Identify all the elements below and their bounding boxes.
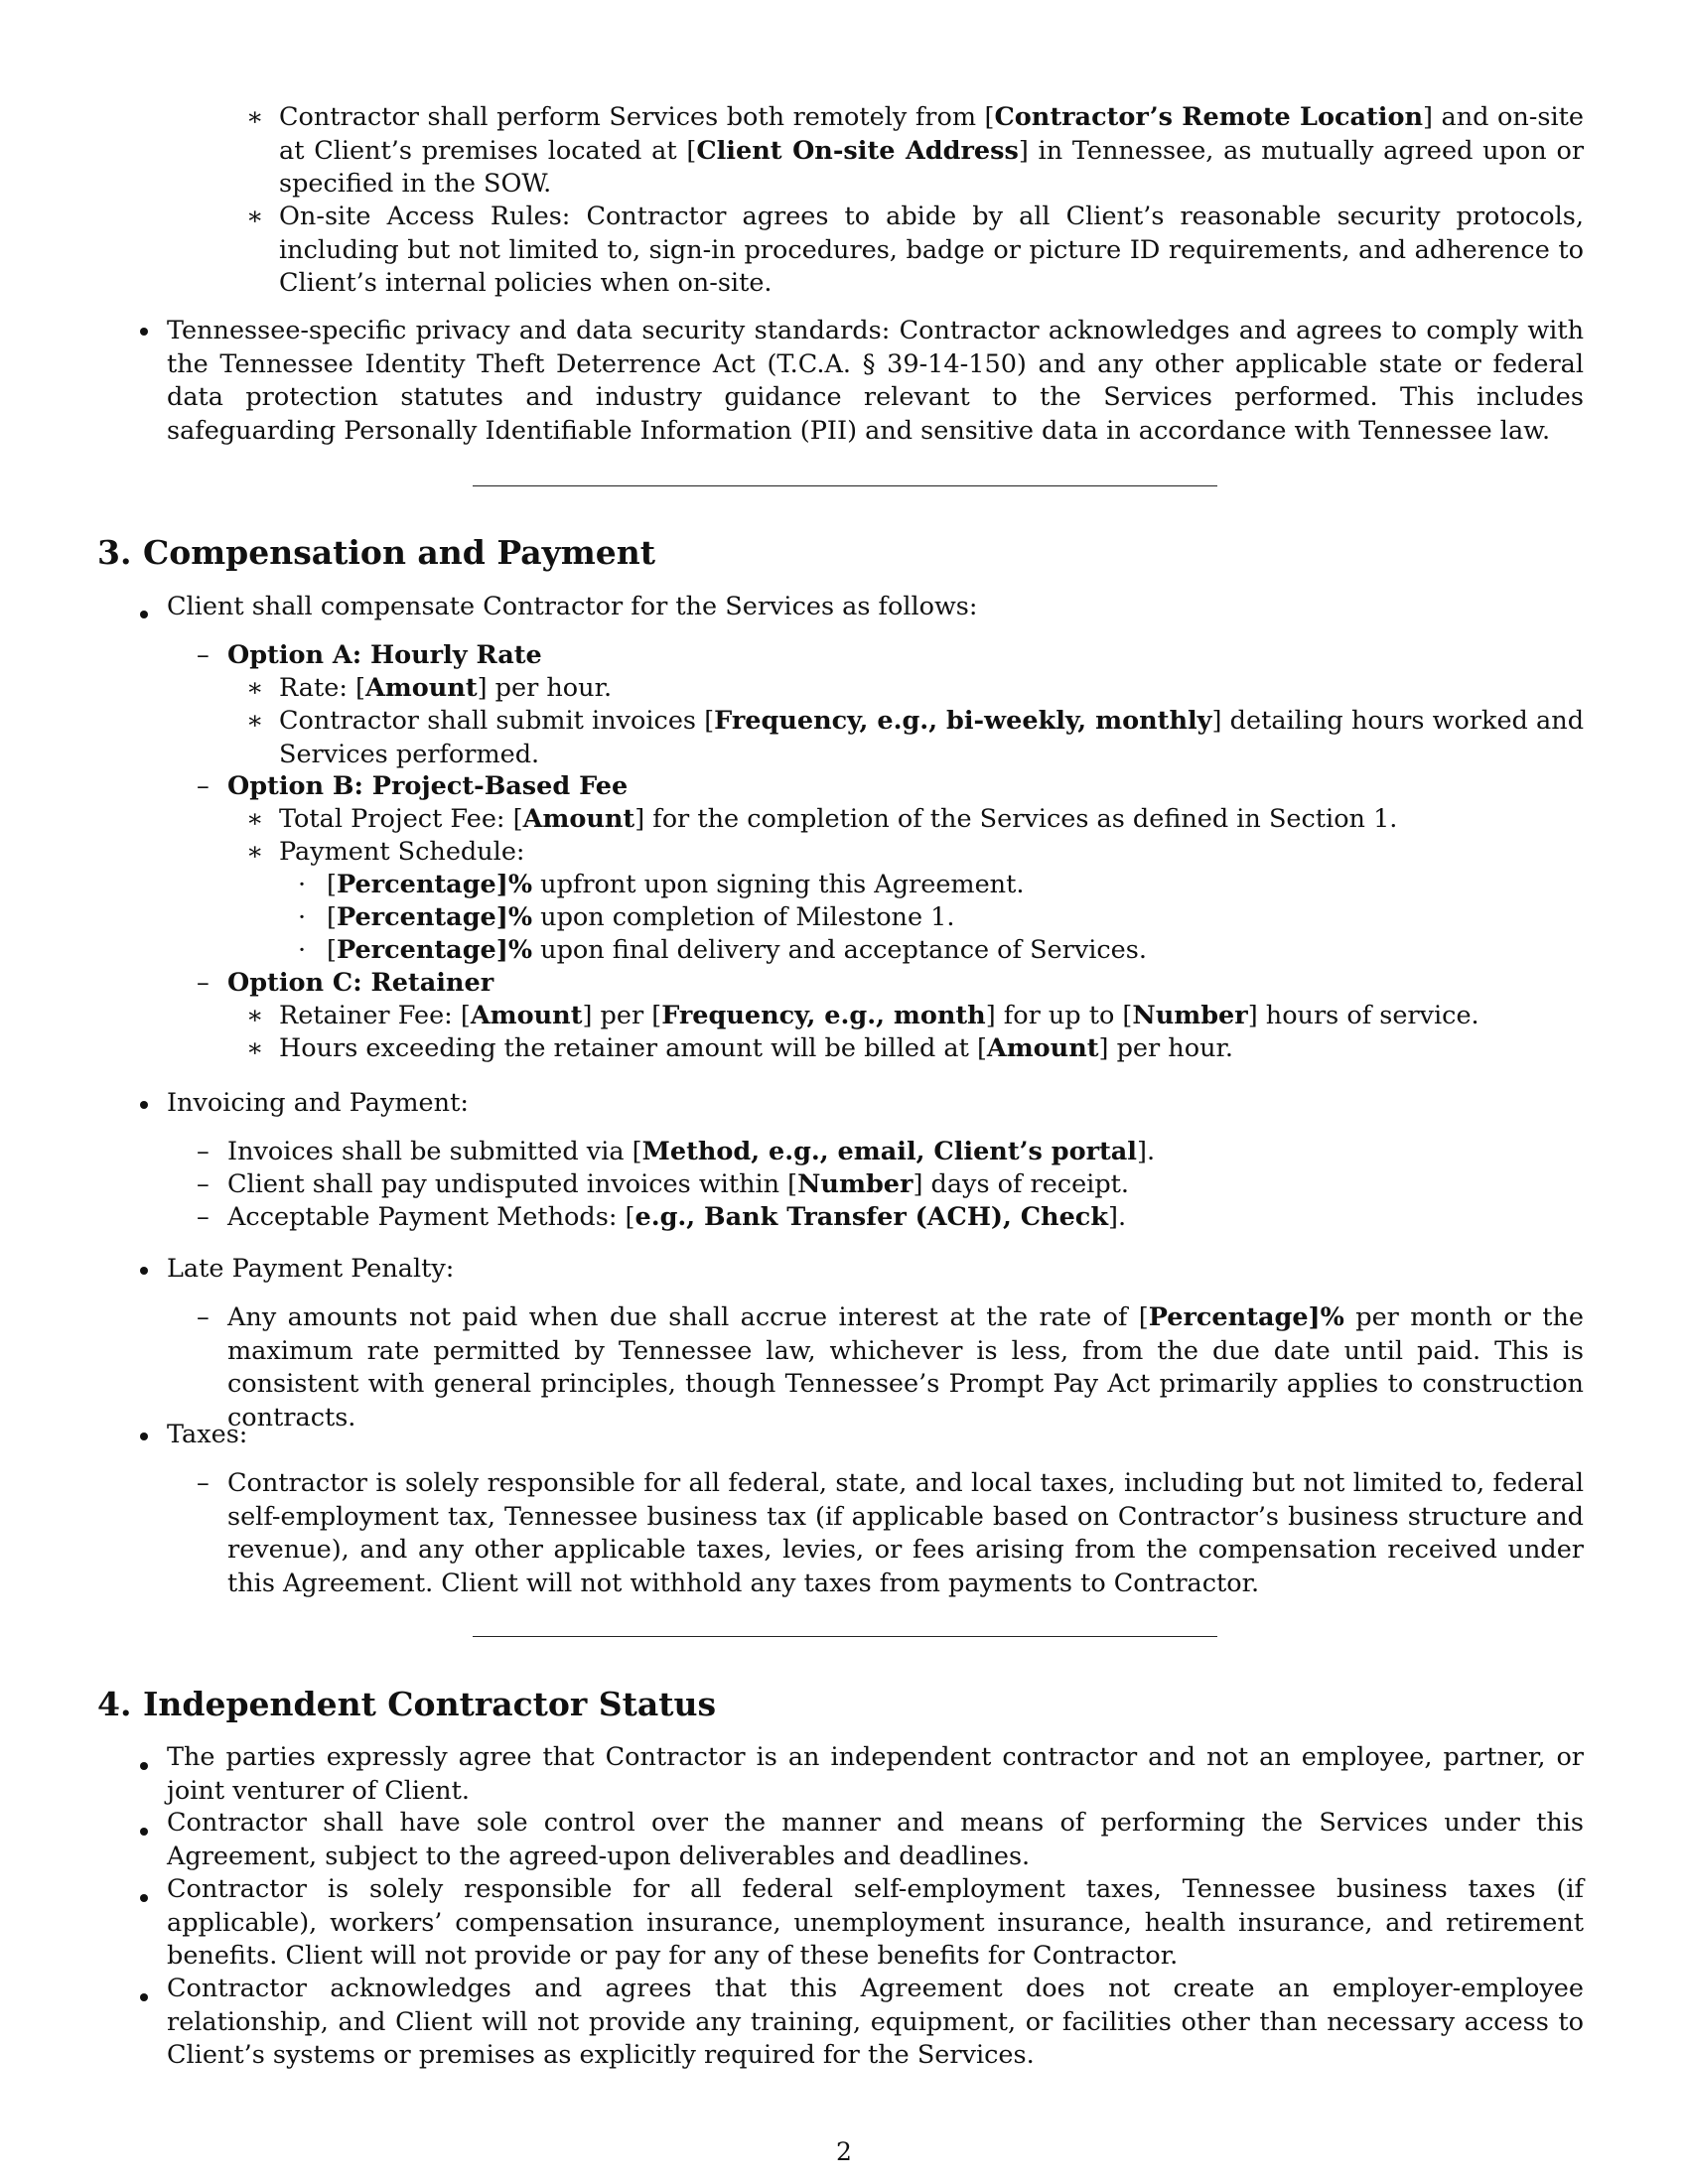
asterisk-bullet: ∗: [246, 837, 264, 867]
section-divider: [473, 485, 1217, 486]
section-divider: [473, 1636, 1217, 1637]
remote-onsite-clause: Contractor shall perform Services both remotely from [Contractor’s Remote Location] and on-site at Client’s premises located at [Client On-site Address] in Tennessee, as mutually agreed upon or specified in the SOW.: [279, 102, 1585, 199]
dash-bullet: –: [197, 1169, 210, 1199]
option-c-retainer-fee: Retainer Fee: [Amount] per [Frequency, e.g., month] for up to [Number] hours of service.: [279, 1001, 1479, 1030]
status-item: The parties expressly agree that Contractor is an independent contractor and not an employee, partner, or joint venturer of Client.: [167, 1742, 1584, 1806]
bullet-icon: [140, 1762, 148, 1770]
option-a-title: Option A: Hourly Rate: [227, 640, 542, 670]
page-number: 2: [836, 2137, 852, 2166]
invoicing-method: Invoices shall be submitted via [Method, e.g., email, Client’s portal].: [227, 1137, 1156, 1166]
middot-bullet: ·: [298, 870, 307, 899]
section-3-heading: 3. Compensation and Payment: [97, 533, 655, 572]
bullet-icon: [140, 611, 148, 618]
bullet-icon: [140, 1894, 148, 1902]
bullet-icon: [140, 1101, 148, 1109]
dash-bullet: –: [197, 1137, 210, 1166]
asterisk-bullet: ∗: [246, 673, 264, 703]
option-a-rate: Rate: [Amount] per hour.: [279, 673, 613, 703]
invoicing-terms: Client shall pay undisputed invoices within [Number] days of receipt.: [227, 1169, 1130, 1199]
dash-bullet: –: [197, 1468, 210, 1498]
asterisk-bullet: ∗: [246, 1033, 264, 1063]
taxes-clause: Contractor is solely responsible for all federal, state, and local taxes, including but not limited to, federal self-employment tax, Tennessee business tax (if applicable based on Contractor’s business structure and revenue), and any other applicable taxes, levies, or fees arising from the compensation received under this Agreement. Client will not withhold any taxes from payments to Contractor.: [227, 1468, 1584, 1598]
payment-methods: Acceptable Payment Methods: [e.g., Bank Transfer (ACH), Check].: [227, 1202, 1127, 1232]
bullet-icon: [140, 1993, 148, 2001]
dash-bullet: –: [197, 1302, 210, 1332]
asterisk-bullet: ∗: [246, 1001, 264, 1030]
dash-bullet: –: [197, 1202, 210, 1232]
status-item: Contractor shall have sole control over the manner and means of performing the Services under this Agreement, subject to the agreed-upon deliverables and deadlines.: [167, 1808, 1584, 1871]
onsite-access-clause: On-site Access Rules: Contractor agrees to abide by all Client’s reasonable security protocols, including but not limited to, sign-in procedures, badge or picture ID requirements, and adherence to Client’s internal policies when on-site.: [279, 202, 1584, 298]
bullet-icon: [140, 1433, 148, 1440]
bullet-icon: [140, 1828, 148, 1836]
middot-bullet: ·: [298, 935, 307, 965]
status-item: Contractor is solely responsible for all federal self-employment taxes, Tennessee business taxes (if applicable), workers’ compensation insurance, unemployment insurance, health insurance, and retirement benefits. Client will not provide or pay for any of these benefits for Contractor.: [167, 1874, 1584, 1971]
schedule-item: [Percentage]% upfront upon signing this Agreement.: [327, 870, 1025, 899]
option-c-excess-hours: Hours exceeding the retainer amount will be billed at [Amount] per hour.: [279, 1033, 1234, 1063]
tn-privacy-clause: Tennessee-specific privacy and data security standards: Contractor acknowledges and agrees to comply with the Tennessee Identity Theft Deterrence Act (T.C.A. § 39-14-150) and any other applicable state or federal data protection statutes and industry guidance relevant to the Services performed. This includes safeguarding Personally Identifiable Information (PII) and sensitive data in accordance with Tennessee law.: [167, 316, 1584, 446]
option-b-total-fee: Total Project Fee: [Amount] for the completion of the Services as defined in Section 1.: [279, 804, 1398, 834]
status-item: Contractor acknowledges and agrees that this Agreement does not create an employer-employee relationship, and Client will not provide any training, equipment, or facilities other than necessary access to Client’s systems or premises as explicitly required for the Services.: [167, 1974, 1584, 2070]
taxes-label: Taxes:: [167, 1420, 248, 1449]
compensation-intro: Client shall compensate Contractor for the Services as follows:: [167, 592, 978, 621]
bullet-icon: [140, 1267, 148, 1275]
late-payment-clause: Any amounts not paid when due shall accrue interest at the rate of [Percentage]% per month or the maximum rate permitted by Tennessee law, whichever is less, from the due date until paid. This is consistent with general principles, though Tennessee’s Prompt Pay Act primarily applies to construction contracts.: [227, 1302, 1584, 1433]
dash-bullet: –: [197, 771, 210, 801]
dash-bullet: –: [197, 640, 210, 670]
middot-bullet: ·: [298, 902, 307, 932]
schedule-item: [Percentage]% upon final delivery and acceptance of Services.: [327, 935, 1147, 965]
schedule-item: [Percentage]% upon completion of Milestone 1.: [327, 902, 955, 932]
asterisk-bullet: ∗: [246, 706, 264, 736]
asterisk-bullet: ∗: [246, 202, 264, 231]
asterisk-bullet: ∗: [246, 804, 264, 834]
dash-bullet: –: [197, 968, 210, 998]
late-payment-label: Late Payment Penalty:: [167, 1254, 455, 1284]
option-b-schedule-label: Payment Schedule:: [279, 837, 525, 867]
option-b-title: Option B: Project-Based Fee: [227, 771, 629, 801]
asterisk-bullet: ∗: [246, 102, 264, 132]
bullet-icon: [140, 328, 148, 336]
option-a-invoices: Contractor shall submit invoices [Frequency, e.g., bi-weekly, monthly] detailing hours worked and Services performed.: [279, 706, 1585, 769]
option-c-title: Option C: Retainer: [227, 968, 494, 998]
section-4-heading: 4. Independent Contractor Status: [97, 1685, 717, 1723]
invoicing-label: Invoicing and Payment:: [167, 1088, 469, 1118]
